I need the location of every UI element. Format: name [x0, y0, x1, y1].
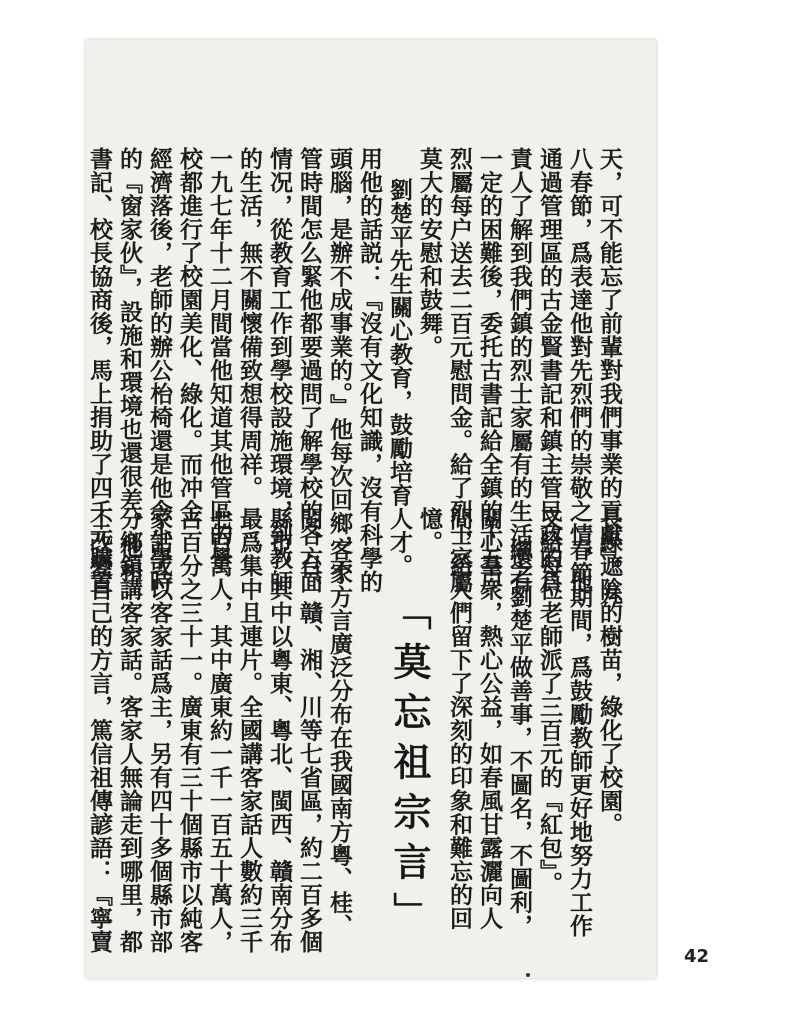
text-column: 的生活，無不關懷備致想得周祥。 — [236, 147, 263, 500]
text-column: 憶。 — [416, 507, 443, 554]
text-column: 最爲集中且連片。全國講客家話人數約三千 — [236, 507, 263, 954]
text-column: 總之劉楚平做善事，不圖名，不圖利， — [506, 538, 533, 938]
text-column: 一定的困難後，委托古書記給全鎮的十五户 — [476, 147, 503, 594]
text-column: 分鄉鎮講客家話。客家人無論走到哪里，都 — [116, 507, 143, 954]
text-column: 天，可不能忘了前輩對我們事業的貢獻』。九 — [596, 147, 623, 606]
text-column: 一九七年十二月間當他知道其他管區的學 — [206, 147, 233, 570]
text-column: 的『窗家伙』，設施和環境也還很差。他和 — [116, 147, 143, 582]
text-column: 八春節，爲表達他對先烈們的崇敬之情，他 — [566, 147, 593, 594]
text-column: 劉楚平先生關心教育，鼓勵培育人才。 — [386, 178, 413, 578]
text-column: 責人了解到我們鎮的烈士家屬有的生活還有 — [506, 147, 533, 594]
text-column: 又給每位老師派了三百元的『紅包』。 — [536, 507, 563, 895]
text-column: 不改變自己的方言，篤信祖傳諺語：『寧賣 — [86, 507, 113, 954]
text-column: 通過管理區的古金賢書記和鎮主管民政的負 — [536, 147, 563, 594]
section-title: 「莫忘祖宗言」 — [387, 592, 432, 942]
text-column: 情况，從教育工作到學校設施環境，到教師 — [266, 147, 293, 594]
text-column: 春節期間，爲鼓勵教師更好地努力工作 — [566, 538, 593, 938]
text-column: 烈屬每户送去二百元慰問金。給了烈士家屬 — [446, 147, 473, 594]
text-column: 間，給人們留下了深刻的印象和難忘的回 — [446, 507, 473, 930]
ink-dot — [526, 973, 530, 977]
text-column: 經濟落後，老師的辦公枱椅還是他念小學時 — [146, 147, 173, 594]
text-column: 七百萬人，其中廣東約一千一百五十萬人， — [206, 507, 233, 954]
text-column: 關心羣衆，熱心公益，如春風甘露灑向人 — [476, 507, 503, 930]
text-column: 書記、校長協商後，馬上捐助了四千元購置 — [86, 147, 113, 594]
text-column: 家話或以客家話爲主，另有四十多個縣市部 — [146, 507, 173, 954]
text-column: 管時間怎么緊他都要過問了解學校的各方面 — [296, 147, 323, 594]
text-column: 莫大的安慰和鼓舞。 — [416, 147, 443, 359]
text-column: 縣市，其中以粵東、粵北、閩西、贛南分布 — [266, 507, 293, 954]
text-column: 頭腦，是辦不成事業的。』他每次回鄉，不 — [326, 147, 353, 582]
page-number: 42 — [684, 946, 710, 967]
text-column: 閩、台、贛、湘、川等七省區，約二百多個 — [296, 507, 323, 954]
document-page — [86, 40, 710, 978]
text-column: 用他的話説：『沒有文化知識，沒有科學的 — [356, 147, 383, 594]
text-column: 校都進行了校園美化、綠化。而冲金 — [176, 147, 203, 523]
text-column: 占百分之三十一。廣東有三十個縣市以純客 — [176, 507, 203, 954]
text-column: 長綠遮陰的樹苗，綠化了校園。 — [596, 507, 623, 836]
text-column: 客家方言廣泛分布在我國南方粵、桂、 — [326, 538, 353, 938]
